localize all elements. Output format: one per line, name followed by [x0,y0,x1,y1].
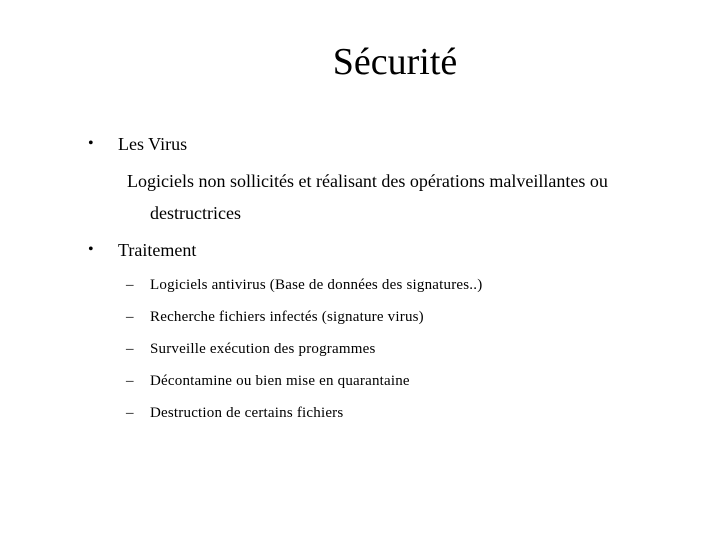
slide-title: Sécurité [332,41,458,83]
bullet-icon: • [88,241,94,258]
sub-item-text: Surveille exécution des programmes [150,341,376,357]
sub-item-text: Recherche fichiers infectés (signature virus) [150,309,424,325]
sub-item-text: Logiciels antivirus (Base de données des signatures..) [150,277,483,293]
dash-icon: – [126,341,134,357]
virus-description-line1: Logiciels non sollicités et réalisant des opérations malveillantes ou [127,171,608,191]
dash-icon: – [126,373,134,389]
dash-icon: – [126,277,134,293]
bullet-heading-traitement: Traitement [118,240,197,260]
bullet-icon: • [88,135,94,152]
dash-icon: – [126,405,134,421]
dash-icon: – [126,309,134,325]
sub-item-text: Décontamine ou bien mise en quarantaine [150,373,410,389]
bullet-heading-virus: Les Virus [118,134,188,154]
virus-description-line2: destructrices [150,203,241,223]
sub-item-text: Destruction de certains fichiers [150,405,344,421]
